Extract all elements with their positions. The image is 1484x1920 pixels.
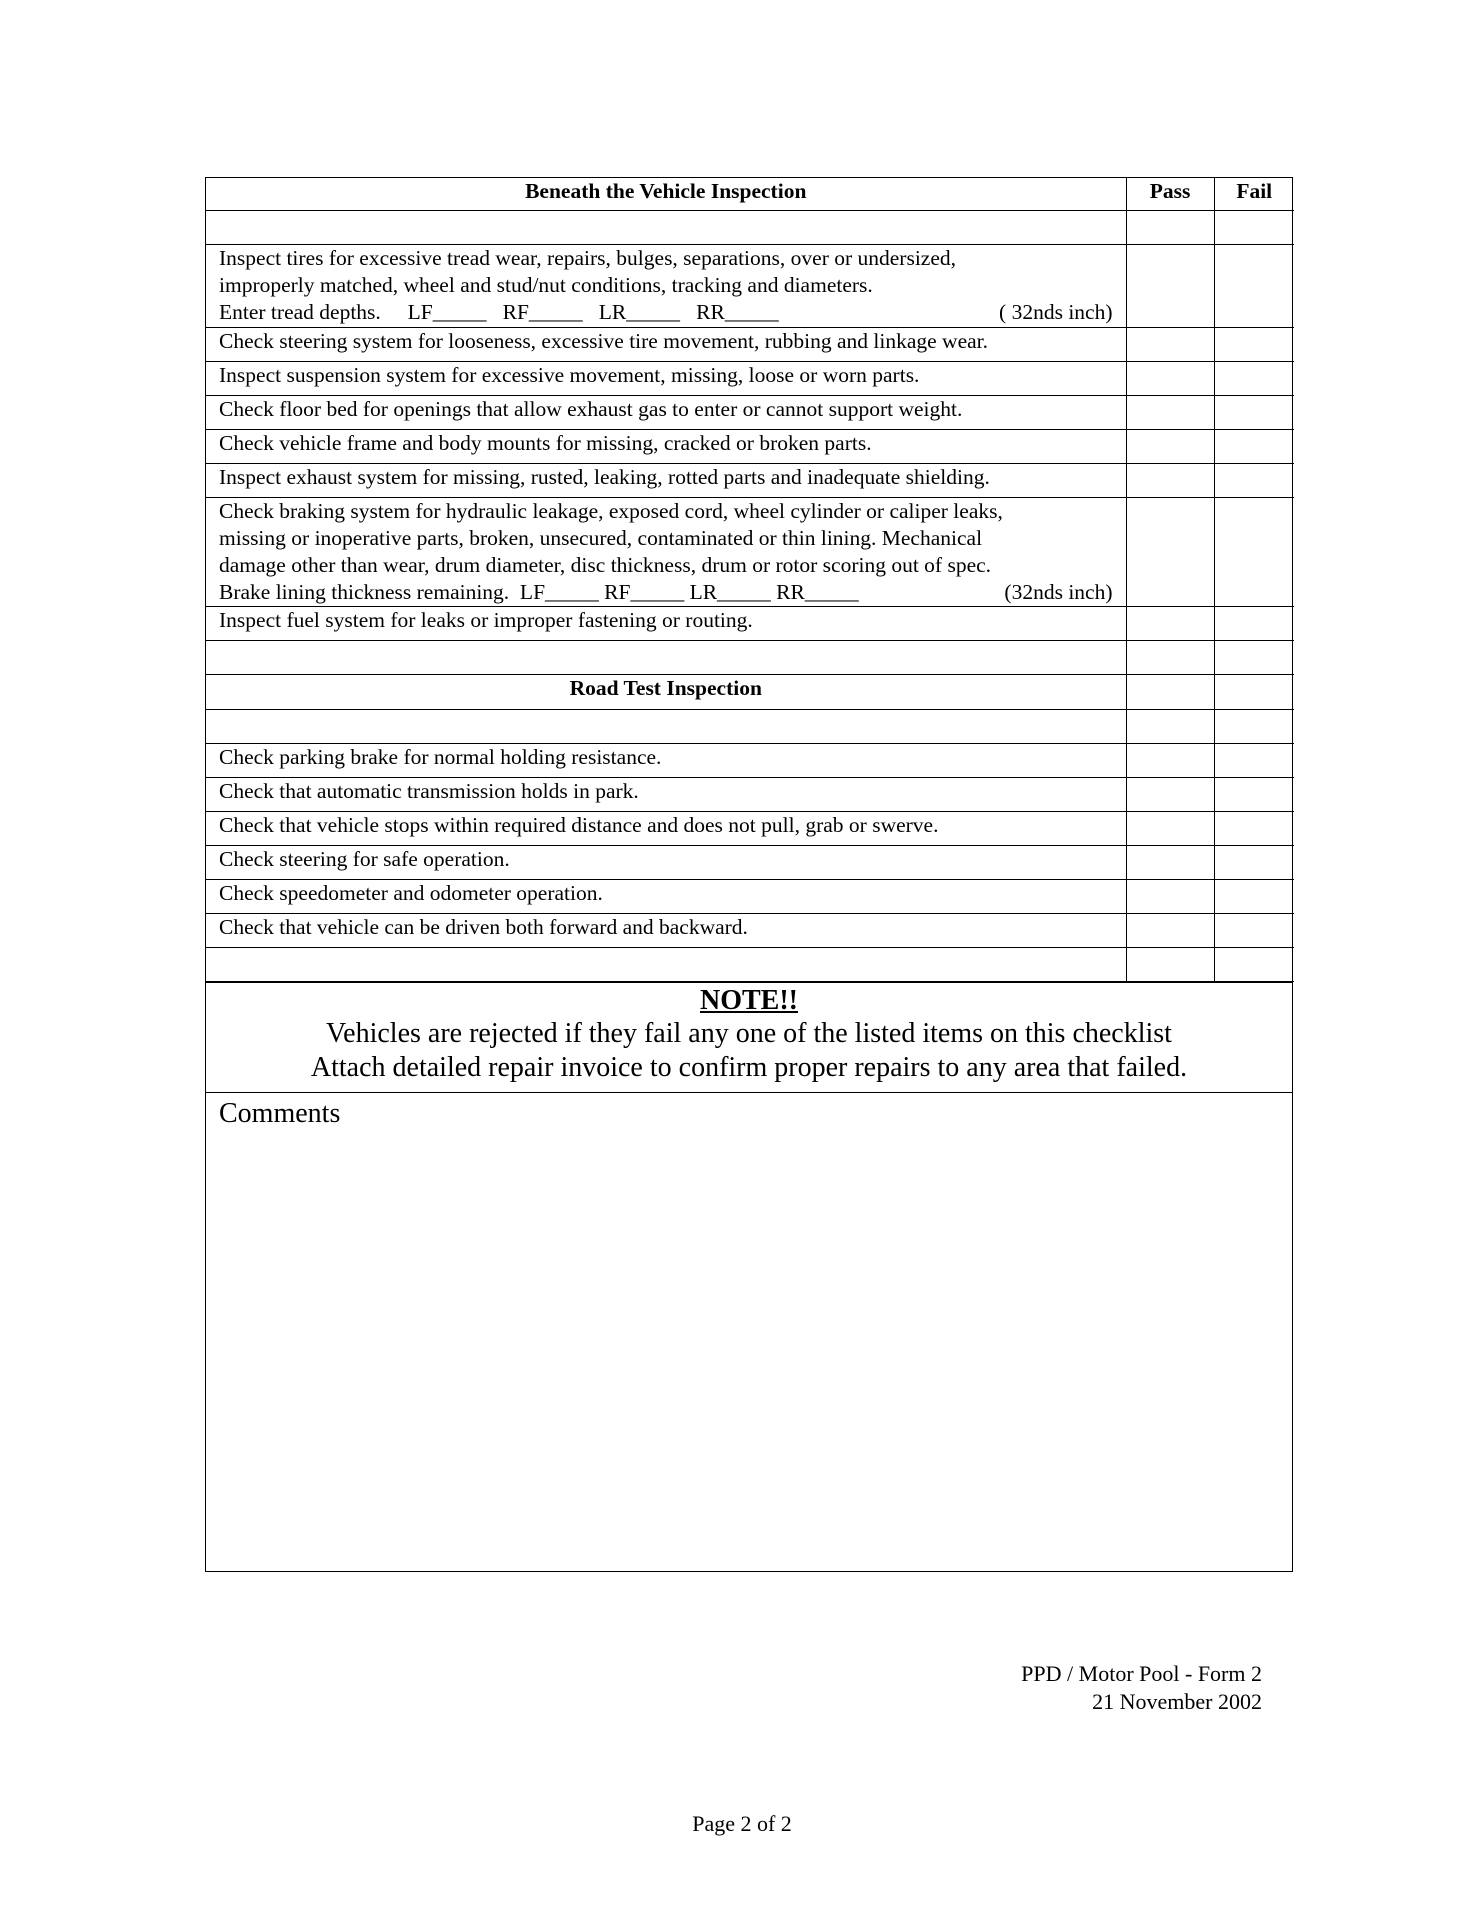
inspection-form [205, 177, 1293, 1572]
pass-cell[interactable] [1126, 362, 1214, 396]
pass-cell[interactable] [1126, 812, 1214, 846]
fail-cell[interactable] [1214, 914, 1294, 948]
checklist-row [206, 846, 1294, 880]
checklist-table [206, 178, 1294, 982]
item-braking: Check braking system for hydraulic leakage, exposed cord, wheel cylinder or caliper leaks, missing or inoperative parts, broken, unsecured, contaminated or thin lining. Mechanical damage other than wear, drum diameter, disc thickness, drum or rotor scoring out of spec. Brake lining thickness remaining. LF_____ RF_____ LR_____ RR_____ (32nds inch) [206, 498, 1126, 607]
item-steering-operation: Check steering for safe operation. [206, 846, 1126, 880]
note-box [206, 982, 1292, 1092]
pass-cell[interactable] [1126, 846, 1214, 880]
form-date: 21 November 2002 [1092, 1689, 1262, 1714]
pass-cell[interactable] [1126, 430, 1214, 464]
checklist-row [206, 362, 1294, 396]
checklist-row [206, 464, 1294, 498]
pass-cell[interactable] [1126, 245, 1214, 328]
fail-cell[interactable] [1214, 328, 1294, 362]
fail-cell[interactable] [1214, 607, 1294, 641]
fail-cell[interactable] [1214, 880, 1294, 914]
item-tires: Inspect tires for excessive tread wear, repairs, bulges, separations, over or undersized, improperly matched, wheel and stud/nut conditions, tracking and diameters. Enter tread depths. LF_____ RF_____ LR_____ RR_____ ( 32nds inch) [206, 245, 1126, 328]
pass-cell[interactable] [1126, 211, 1214, 245]
header-row [206, 178, 1294, 211]
fail-cell[interactable] [1214, 710, 1294, 744]
item-floor-bed: Check floor bed for openings that allow exhaust gas to enter or cannot support weight. [206, 396, 1126, 430]
section-title-beneath: Beneath the Vehicle Inspection [206, 178, 1126, 211]
fail-cell[interactable] [1214, 362, 1294, 396]
pass-column-header: Pass [1126, 178, 1214, 211]
blank-row [206, 948, 1294, 982]
fail-cell[interactable] [1214, 641, 1294, 675]
checklist-row [206, 328, 1294, 362]
blank-row [206, 211, 1294, 245]
item-fuel: Inspect fuel system for leaks or improper fastening or routing. [206, 607, 1126, 641]
checklist-row [206, 744, 1294, 778]
item-speedometer: Check speedometer and odometer operation. [206, 880, 1126, 914]
road-test-header-row [206, 675, 1294, 710]
fail-cell[interactable] [1214, 245, 1294, 328]
pass-cell[interactable] [1126, 498, 1214, 607]
checklist-row [206, 396, 1294, 430]
brake-lining-fields[interactable]: Brake lining thickness remaining. LF_____ RF_____ LR_____ RR_____ [219, 580, 859, 604]
comments-field[interactable] [206, 1092, 1292, 1571]
checklist-row-tires [206, 245, 1294, 328]
checklist-row-braking [206, 498, 1294, 607]
pass-cell[interactable] [1126, 710, 1214, 744]
note-line-invoice: Attach detailed repair invoice to confirm proper repairs to any area that failed. [310, 1052, 1188, 1083]
fail-cell[interactable] [1214, 396, 1294, 430]
section-title-road-test: Road Test Inspection [206, 675, 1126, 710]
pass-cell[interactable] [1126, 778, 1214, 812]
pass-cell[interactable] [1126, 948, 1214, 982]
fail-cell[interactable] [1214, 744, 1294, 778]
item-forward-backward: Check that vehicle can be driven both forward and backward. [206, 914, 1126, 948]
checklist-row [206, 812, 1294, 846]
blank-row [206, 710, 1294, 744]
pass-cell[interactable] [1126, 607, 1214, 641]
note-title: NOTE!! [700, 985, 798, 1016]
fail-cell[interactable] [1214, 211, 1294, 245]
item-transmission: Check that automatic transmission holds in park. [206, 778, 1126, 812]
fail-column-header: Fail [1214, 178, 1294, 211]
fail-cell[interactable] [1214, 498, 1294, 607]
fail-cell[interactable] [1214, 430, 1294, 464]
pass-cell[interactable] [1126, 880, 1214, 914]
item-stopping: Check that vehicle stops within required distance and does not pull, grab or swerve. [206, 812, 1126, 846]
form-id: PPD / Motor Pool - Form 2 [1021, 1661, 1262, 1686]
comments-label: Comments [219, 1098, 341, 1129]
form-footer [1021, 1660, 1262, 1716]
checklist-row [206, 778, 1294, 812]
checklist-row [206, 880, 1294, 914]
item-frame: Check vehicle frame and body mounts for missing, cracked or broken parts. [206, 430, 1126, 464]
page-number: Page 2 of 2 [692, 1811, 792, 1836]
item-parking-brake: Check parking brake for normal holding resistance. [206, 744, 1126, 778]
pass-cell[interactable] [1126, 464, 1214, 498]
pass-cell[interactable] [1126, 744, 1214, 778]
pass-cell[interactable] [1126, 396, 1214, 430]
checklist-row [206, 607, 1294, 641]
item-suspension: Inspect suspension system for excessive movement, missing, loose or worn parts. [206, 362, 1126, 396]
fail-cell[interactable] [1214, 778, 1294, 812]
blank-row [206, 641, 1294, 675]
fail-cell[interactable] [1214, 464, 1294, 498]
pass-cell[interactable] [1126, 641, 1214, 675]
fail-cell[interactable] [1214, 948, 1294, 982]
item-steering-system: Check steering system for looseness, excessive tire movement, rubbing and linkage wear. [206, 328, 1126, 362]
note-line-reject: Vehicles are rejected if they fail any one of the listed items on this checklist [326, 1018, 1172, 1049]
item-exhaust: Inspect exhaust system for missing, rusted, leaking, rotted parts and inadequate shielding. [206, 464, 1126, 498]
checklist-row [206, 914, 1294, 948]
pass-cell[interactable] [1126, 914, 1214, 948]
checklist-row [206, 430, 1294, 464]
tread-depth-fields[interactable]: Enter tread depths. LF_____ RF_____ LR_____ RR_____ [219, 300, 779, 324]
pass-cell[interactable] [1126, 328, 1214, 362]
fail-cell[interactable] [1214, 812, 1294, 846]
fail-cell[interactable] [1214, 846, 1294, 880]
